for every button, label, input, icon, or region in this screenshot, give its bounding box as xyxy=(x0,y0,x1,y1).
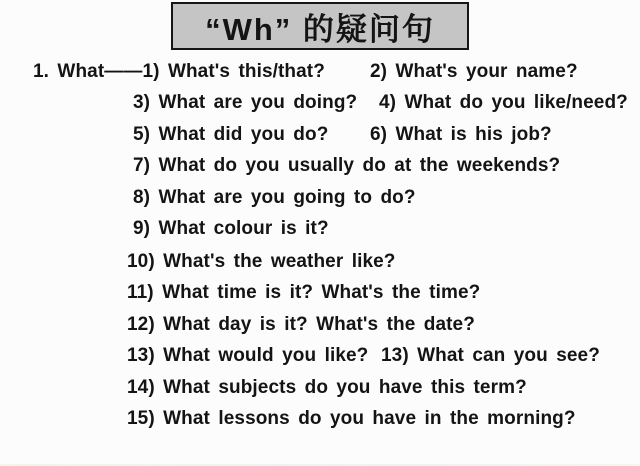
question-text: 3) What are you doing? xyxy=(133,92,358,113)
question-text: 6) What is his job? xyxy=(370,124,552,145)
group-label: 1. What—— xyxy=(33,61,143,82)
page-title xyxy=(171,2,469,50)
question-text: 13) What can you see? xyxy=(381,345,600,366)
page-title-text: “Wh” 的疑问句 xyxy=(205,11,435,47)
question-text: 8) What are you going to do? xyxy=(133,187,416,208)
question-text: 10) What's the weather like? xyxy=(127,251,396,272)
question-text: 12) What day is it? What's the date? xyxy=(127,314,475,335)
question-text: 2) What's your name? xyxy=(370,61,578,82)
question-text: 13) What would you like? xyxy=(127,345,369,366)
question-text: 7) What do you usually do at the weekends? xyxy=(133,155,561,176)
question-text: 1) What's this/that? xyxy=(142,61,325,82)
question-text: 11) What time is it? What's the time? xyxy=(127,282,481,303)
question-text: 14) What subjects do you have this term? xyxy=(127,377,527,398)
question-text: 15) What lessons do you have in the morning? xyxy=(127,408,576,429)
question-row xyxy=(33,60,325,84)
question-text: 4) What do you like/need? xyxy=(379,92,628,113)
question-text: 5) What did you do? xyxy=(133,124,329,145)
question-text: 9) What colour is it? xyxy=(133,218,329,239)
